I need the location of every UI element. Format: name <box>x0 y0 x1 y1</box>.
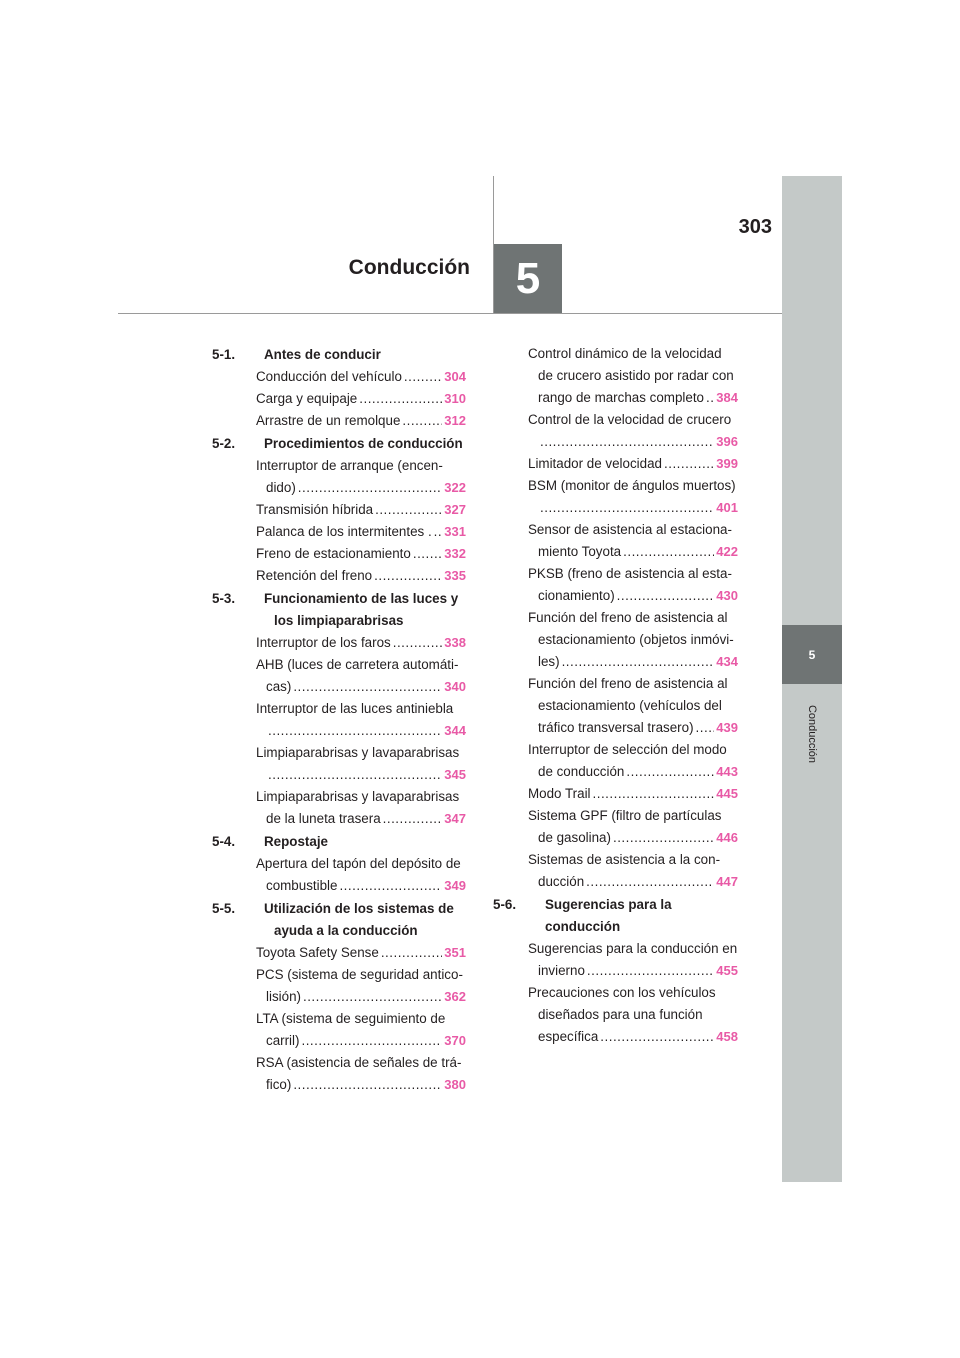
toc-entry-text: Interruptor de los faros <box>256 635 391 650</box>
toc-entry-line <box>256 388 466 410</box>
toc-entry-text: Control de la velocidad de crucero <box>528 412 732 427</box>
toc-entry-line <box>256 964 466 986</box>
toc-entry[interactable] <box>493 805 738 849</box>
toc-entry-line <box>528 673 738 695</box>
toc-entry-text: Arrastre de un remolque <box>256 413 401 428</box>
toc-entry[interactable] <box>212 786 466 830</box>
dot-leader <box>293 676 442 698</box>
toc-entry-text: tráfico transversal trasero) <box>538 720 694 735</box>
toc-entry-text: Limitador de velocidad <box>528 456 662 471</box>
toc-entry-text: Interruptor de arranque (encen- <box>256 458 443 473</box>
toc-entry-line <box>528 563 738 585</box>
toc-entry-text: invierno <box>538 963 585 978</box>
toc-entry[interactable] <box>493 607 738 673</box>
toc-entry-text: Limpiaparabrisas y lavaparabrisas <box>256 789 460 804</box>
toc-entry-line <box>528 960 738 982</box>
toc-entry-text: Freno de estacionamiento <box>256 546 411 561</box>
toc-entry[interactable] <box>212 388 466 410</box>
toc-entry[interactable] <box>212 964 466 1008</box>
toc-entry[interactable] <box>212 499 466 521</box>
page-link[interactable]: 458 <box>716 1029 738 1044</box>
toc-section-heading <box>493 894 738 938</box>
toc-section-heading <box>212 433 466 455</box>
dot-leader <box>301 1030 442 1052</box>
toc-entry[interactable] <box>212 698 466 742</box>
toc-entry-line <box>256 786 466 808</box>
toc-entry-line <box>528 783 738 805</box>
page-link[interactable]: 349 <box>444 878 466 893</box>
toc-entry-line <box>528 431 738 453</box>
toc-entry-text: carril) <box>266 1033 300 1048</box>
toc-entry[interactable] <box>212 366 466 388</box>
toc-entry-line <box>256 654 466 676</box>
dot-leader <box>268 720 442 742</box>
section-title-line: Funcionamiento de las luces y <box>264 591 459 606</box>
toc-entry-text: Palanca de los intermitentes . <box>256 524 432 539</box>
toc-entry-line <box>256 676 466 698</box>
page-link[interactable]: 455 <box>716 963 738 978</box>
toc-entry[interactable] <box>493 938 738 982</box>
toc-entry-line <box>256 632 466 654</box>
dot-leader <box>298 477 443 499</box>
toc-entry[interactable] <box>212 410 466 432</box>
dot-leader <box>696 717 715 739</box>
chapter-title: Conducción <box>348 256 470 279</box>
page-link[interactable]: 327 <box>444 502 466 517</box>
toc-entry-text: RSA (asistencia de señales de trá- <box>256 1055 462 1070</box>
toc-entry-line <box>256 477 466 499</box>
toc-entry-text: Modo Trail <box>528 786 591 801</box>
page-link[interactable]: 434 <box>716 654 738 669</box>
toc-entry-text: estacionamiento (objetos inmóvi- <box>538 632 734 647</box>
toc-column-left <box>212 343 466 1096</box>
page-link[interactable]: 422 <box>716 544 738 559</box>
toc-entry-line <box>528 871 738 893</box>
toc-entry-text: Conducción del vehículo <box>256 369 402 384</box>
toc-entry-text: Carga y equipaje <box>256 391 358 406</box>
toc-entry-text: fico) <box>266 1077 292 1092</box>
toc-entry-text: Interruptor de selección del modo <box>528 742 727 757</box>
dot-leader <box>434 521 443 543</box>
dot-leader <box>600 1026 714 1048</box>
toc-entry-line <box>528 827 738 849</box>
toc-entry-text: Limpiaparabrisas y lavaparabrisas <box>256 745 460 760</box>
toc-entry[interactable] <box>212 654 466 698</box>
toc-section-heading <box>212 588 466 632</box>
toc-section-heading <box>212 898 466 942</box>
dot-leader <box>404 366 442 388</box>
toc-entry-line <box>528 475 738 497</box>
page-link[interactable]: 335 <box>444 568 466 583</box>
chapter-number-box: 5 <box>494 244 562 313</box>
toc-entry-text: Transmisión híbrida <box>256 502 374 517</box>
toc-entry-line <box>256 942 466 964</box>
toc-entry[interactable] <box>493 453 738 475</box>
toc-entry-line <box>528 717 738 739</box>
page-link[interactable]: 446 <box>716 830 738 845</box>
page-link[interactable]: 447 <box>716 874 738 889</box>
toc-entry-text: Sistemas de asistencia a la con- <box>528 852 721 867</box>
toc-entry-text: combustible <box>266 878 338 893</box>
toc-entry-text: Interruptor de las luces antiniebla <box>256 701 454 716</box>
page-link[interactable]: 384 <box>716 390 738 405</box>
toc-entry[interactable] <box>212 521 466 543</box>
toc-entry-line <box>256 410 466 432</box>
toc-entry-line <box>256 742 466 764</box>
toc-entry-line <box>256 853 466 875</box>
toc-entry-line <box>528 982 738 1004</box>
page-link[interactable]: 345 <box>444 767 466 782</box>
toc-entry[interactable] <box>493 982 738 1048</box>
toc-entry-line <box>528 409 738 431</box>
section-title-line: Utilización de los sistemas de <box>264 901 454 916</box>
page-link[interactable]: 439 <box>716 720 738 735</box>
page-link[interactable]: 331 <box>444 524 466 539</box>
page-link[interactable]: 370 <box>444 1033 466 1048</box>
toc-entry-line <box>256 720 466 742</box>
section-title-line: Repostaje <box>264 834 328 849</box>
dot-leader <box>375 499 442 521</box>
toc-entry-line <box>528 938 738 960</box>
toc-entry-text: cas) <box>266 679 292 694</box>
toc-entry-line <box>528 805 738 827</box>
page-number: 303 <box>738 216 772 238</box>
toc-entry-text: de crucero asistido por radar con <box>538 368 734 383</box>
toc-entry-text: estacionamiento (vehículos del <box>538 698 722 713</box>
toc-entry-line <box>256 875 466 897</box>
toc-entry-text: Sistema GPF (filtro de partículas <box>528 808 722 823</box>
toc-entry-line <box>256 1008 466 1030</box>
page-link[interactable]: 362 <box>444 989 466 1004</box>
toc-entry[interactable] <box>212 543 466 565</box>
section-title <box>256 588 466 632</box>
section-title <box>256 344 466 366</box>
toc-entry-line <box>528 453 738 475</box>
section-number: 5-5. <box>212 901 236 916</box>
dot-leader <box>562 651 715 673</box>
dot-leader <box>623 541 714 563</box>
section-title-line: Sugerencias para la conducción <box>545 897 672 934</box>
section-number: 5-1. <box>212 347 236 362</box>
toc-entry-line <box>528 761 738 783</box>
section-title-line: ayuda a la conducción <box>274 923 418 938</box>
toc-entry-text: dido) <box>266 480 296 495</box>
toc-entry-text: diseñados para una función <box>538 1007 703 1022</box>
toc-entry-text: rango de marchas completo <box>538 390 704 405</box>
page-link[interactable]: 396 <box>716 434 738 449</box>
section-title-line: los limpiaparabrisas <box>274 613 404 628</box>
toc-entry[interactable] <box>212 455 466 499</box>
dot-leader <box>626 761 714 783</box>
toc-entry[interactable] <box>212 1052 466 1096</box>
dot-leader <box>706 387 714 409</box>
toc-entry-text: Control dinámico de la velocidad <box>528 346 722 361</box>
dot-leader <box>303 986 442 1008</box>
toc-entry-text: ducción <box>538 874 585 889</box>
toc-entry-text: Retención del freno <box>256 568 373 583</box>
toc-entry-text: Sugerencias para la conducción en <box>528 941 738 956</box>
toc-entry-line <box>528 343 738 365</box>
toc-entry[interactable] <box>493 519 738 563</box>
dot-leader <box>381 942 442 964</box>
toc-entry-line <box>256 698 466 720</box>
toc-entry-text: Función del freno de asistencia al <box>528 610 728 625</box>
toc-entry[interactable] <box>493 409 738 453</box>
toc-entry-text: miento Toyota <box>538 544 622 559</box>
toc-entry-text: de conducción <box>538 764 625 779</box>
dot-leader <box>664 453 714 475</box>
toc-entry-line <box>256 808 466 830</box>
toc-entry-text: LTA (sistema de seguimiento de <box>256 1011 446 1026</box>
toc-entry-line <box>528 519 738 541</box>
section-title <box>256 831 466 853</box>
toc-entry-text: PKSB (freno de asistencia al esta- <box>528 566 732 581</box>
toc-entry-line <box>256 543 466 565</box>
section-title <box>537 894 738 938</box>
dot-leader <box>413 543 442 565</box>
page-link[interactable]: 310 <box>444 391 466 406</box>
dot-leader <box>540 497 714 519</box>
toc-entry[interactable] <box>493 849 738 893</box>
toc-entry-text: de gasolina) <box>538 830 611 845</box>
toc-entry-line <box>528 651 738 673</box>
toc-entry-line <box>528 629 738 651</box>
toc-entry[interactable] <box>493 343 738 409</box>
dot-leader <box>268 764 442 786</box>
toc-section-heading <box>212 344 466 366</box>
page-link[interactable]: 312 <box>444 413 466 428</box>
toc-entry[interactable] <box>493 673 738 739</box>
dot-leader <box>402 410 442 432</box>
dot-leader <box>393 632 443 654</box>
toc-entry-line <box>528 849 738 871</box>
dot-leader <box>613 827 714 849</box>
toc-entry-text: específica <box>538 1029 599 1044</box>
toc-entry-line <box>256 499 466 521</box>
toc-entry-line <box>256 986 466 1008</box>
section-number: 5-4. <box>212 834 236 849</box>
toc-entry-text: lisión) <box>266 989 301 1004</box>
page-link[interactable]: 380 <box>444 1077 466 1092</box>
page-link[interactable]: 445 <box>716 786 738 801</box>
dot-leader <box>383 808 443 830</box>
toc-entry-line <box>528 739 738 761</box>
toc-entry-text: AHB (luces de carretera automáti- <box>256 657 459 672</box>
toc-entry-line <box>256 1052 466 1074</box>
toc-entry-line <box>528 695 738 717</box>
toc-entry[interactable] <box>493 783 738 805</box>
toc-entry[interactable] <box>493 739 738 783</box>
section-title-line: Antes de conducir <box>264 347 381 362</box>
toc-column-right <box>493 343 738 1048</box>
toc-entry-line <box>256 764 466 786</box>
dot-leader <box>293 1074 442 1096</box>
page-link[interactable]: 338 <box>444 635 466 650</box>
section-number: 5-6. <box>493 897 517 912</box>
section-number: 5-3. <box>212 591 236 606</box>
page-link[interactable]: 322 <box>444 480 466 495</box>
toc-entry-line <box>256 455 466 477</box>
toc-entry-line <box>528 365 738 387</box>
page-link[interactable]: 401 <box>716 500 738 515</box>
toc-entry[interactable] <box>493 475 738 519</box>
toc-entry-line <box>256 366 466 388</box>
dot-leader <box>593 783 715 805</box>
section-title-line: Procedimientos de conducción <box>264 436 463 451</box>
toc-entry-line <box>256 521 466 543</box>
toc-entry[interactable] <box>212 942 466 964</box>
page-link[interactable]: 304 <box>444 369 466 384</box>
page-link[interactable]: 347 <box>444 811 466 826</box>
toc-entry-text: Sensor de asistencia al estaciona- <box>528 522 732 537</box>
toc-entry-line <box>528 1026 738 1048</box>
dot-leader <box>587 960 714 982</box>
toc-entry[interactable] <box>212 632 466 654</box>
toc-entry-text: cionamiento) <box>538 588 615 603</box>
toc-entry-line <box>528 585 738 607</box>
toc-entry-text: PCS (sistema de seguridad antico- <box>256 967 463 982</box>
toc-entry-line <box>528 541 738 563</box>
page-link[interactable]: 332 <box>444 546 466 561</box>
dot-leader <box>586 871 714 893</box>
toc-entry-text: Precauciones con los vehículos <box>528 985 716 1000</box>
toc-entry-text: Toyota Safety Sense <box>256 945 379 960</box>
section-number: 5-2. <box>212 436 236 451</box>
toc-entry-line <box>256 1074 466 1096</box>
page-link[interactable]: 340 <box>444 679 466 694</box>
toc-entry-line <box>528 1004 738 1026</box>
toc-entry-text: les) <box>538 654 560 669</box>
toc-entry[interactable] <box>212 742 466 786</box>
toc-entry[interactable] <box>212 565 466 587</box>
page-link[interactable]: 399 <box>716 456 738 471</box>
toc-entry-text: de la luneta trasera <box>266 811 381 826</box>
page-link[interactable]: 344 <box>444 723 466 738</box>
side-tab-active[interactable]: 5 <box>782 625 842 684</box>
toc-entry[interactable] <box>212 1008 466 1052</box>
section-title <box>256 433 466 455</box>
dot-leader <box>540 431 714 453</box>
toc-entry-line <box>256 1030 466 1052</box>
header-horizontal-rule <box>118 313 782 314</box>
toc-entry[interactable] <box>212 853 466 897</box>
toc-entry-line <box>256 565 466 587</box>
dot-leader <box>339 875 442 897</box>
toc-section-heading <box>212 831 466 853</box>
toc-entry-text: Función del freno de asistencia al <box>528 676 728 691</box>
toc-entry-text: BSM (monitor de ángulos muertos) <box>528 478 736 493</box>
toc-entry[interactable] <box>493 563 738 607</box>
dot-leader <box>359 388 442 410</box>
section-title <box>256 898 466 942</box>
toc-entry-line <box>528 387 738 409</box>
page-link[interactable]: 443 <box>716 764 738 779</box>
dot-leader <box>374 565 442 587</box>
page-link[interactable]: 430 <box>716 588 738 603</box>
side-tab-label: Conducción <box>806 704 818 764</box>
toc-entry-line <box>528 497 738 519</box>
page-link[interactable]: 351 <box>444 945 466 960</box>
dot-leader <box>617 585 715 607</box>
toc-entry-line <box>528 607 738 629</box>
toc-entry-text: Apertura del tapón del depósito de <box>256 856 461 871</box>
